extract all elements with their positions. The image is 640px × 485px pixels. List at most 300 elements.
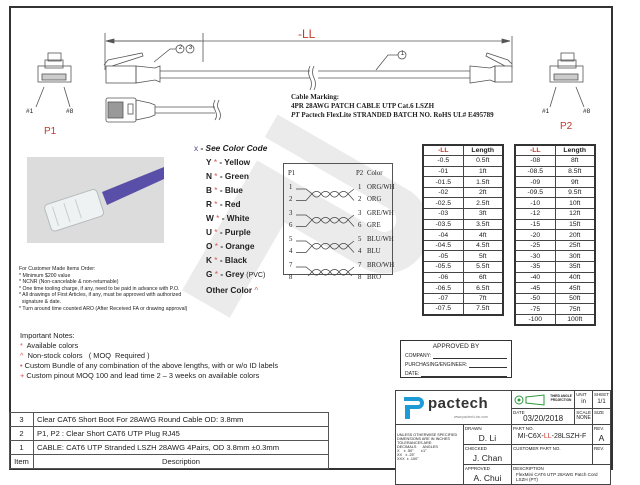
customer-order-notes [19,266,187,312]
wiring-p2-pin: 1 [358,184,362,191]
ll-code: -06.5 [423,283,463,294]
logo-cell [396,391,512,425]
length-row [423,166,503,177]
length-value: 6ft [463,272,503,283]
website: www.pactech-inc.com [454,415,488,419]
scale-label: SCALE [576,410,591,415]
other-color [194,283,267,297]
length-row [515,230,595,241]
color-name: - Orange [220,241,255,251]
length-value: 50ft [555,293,595,304]
color-code-item [206,155,267,169]
length-row [515,304,595,315]
length-value: 7.5ft [463,304,503,315]
color-code-item [206,197,267,211]
rev-label: REV. [593,426,605,431]
length-value: 9.5ft [555,187,595,198]
wiring-p1-pin: 4 [289,247,293,255]
color-code-item [206,239,267,253]
wiring-color-label: Color [367,170,383,177]
customer-note: signature & date. [19,298,62,305]
ll-code: -01.5 [423,177,463,188]
bom-description-header: Description [34,455,329,469]
customer-part-cell [512,445,593,465]
ll-code: -09 [515,177,555,188]
sheet-value: 1/1 [597,399,606,405]
note-text: Non-stock colors ( MOQ Required ) [23,351,150,360]
ll-code: -06 [423,272,463,283]
ll-code: -01 [423,166,463,177]
note-text: Custom Bundle of any combination of the above lengths, with or w/o ID labels [22,361,279,370]
wiring-color: BLU/WH [367,236,394,243]
pactech-logo-icon [402,394,424,420]
length-value: 15ft [555,219,595,230]
customer-note: * NCNR (Non-cancelable & non-returnable) [19,279,119,286]
wiring-p2-pin: 4 [358,247,362,255]
tolerance-line: TOLERANCES ARE: [397,441,433,445]
unit-label: UNIT [576,392,587,397]
cable-assembly-drawing [0,0,640,145]
part-no-length-code: LL [543,433,552,440]
rev-value: A [598,433,605,443]
bom-row [10,441,329,455]
twisted-wire [296,217,354,226]
length-value: 30ft [555,251,595,262]
approved-cell [463,465,511,485]
scale-cell [575,409,593,425]
star-mark: * [212,255,220,265]
balloon-2: 2 [178,45,183,51]
color-code-item [206,211,267,225]
wiring-p2-pin: 5 [358,236,362,243]
ll-code: -10 [515,198,555,209]
length-row [423,230,503,241]
p2-front-view [550,53,584,107]
caret-mark: ^ [254,285,259,295]
length-value: 40ft [555,272,595,283]
wiring-p2-pin: 3 [358,210,362,217]
rev2-label: REV. [593,446,605,451]
tolerance-line: X ± .50" ±1° [397,449,427,453]
wiring-color: ORG [367,195,382,203]
wiring-p2-pin: 2 [358,195,362,203]
length-table-right [514,144,596,326]
wiring-p1-pin: 1 [289,184,293,191]
ll-code: -75 [515,304,555,315]
color-name: - Red [219,199,241,209]
important-note [20,371,278,381]
length-row [515,219,595,230]
company-field[interactable] [433,354,507,359]
length-row [423,187,503,198]
ll-code: -04 [423,230,463,241]
part-no-cell [512,425,593,445]
bom-description: Clear CAT6 Short Boot For 28AWG Round Cable OD: 3.8mm [34,413,329,427]
tolerance-line: XXX ± .100" [397,457,419,461]
length-table-header [515,145,595,156]
color-code-letter: Y [206,157,212,167]
cable-marking-line2-text: Pactech FlexLite STRANDED BATCH NO. RoHS UL# E495789 [299,111,494,119]
color-name: - White [221,213,250,223]
ll-code: -45 [515,283,555,294]
p1-pin8-label: #8 [66,108,74,115]
color-code-letter: O [206,241,213,251]
length-row [515,177,595,188]
length-header: Length [555,145,595,156]
color-name: - Black [219,255,248,265]
color-code-header: - See Color Code [198,143,268,153]
part-no-prefix: MI-C6X- [517,433,544,440]
note-text: Available colors [22,341,79,350]
scale-value: NONE [576,415,591,421]
twisted-wire [296,267,354,275]
length-value: 5ft [463,251,503,262]
color-code-letter: N [206,171,212,181]
length-row [515,315,595,326]
checked-value: J. Chan [472,453,503,463]
length-row [515,293,595,304]
ll-code: -08 [515,156,555,167]
length-dimension-label: -LL [298,27,316,41]
cable-marking-line2 [291,111,494,120]
ll-code: -05 [423,251,463,262]
length-row [423,209,503,220]
cable-photo [27,157,164,243]
length-row [423,219,503,230]
note-text: Custom pinout MOQ 100 and lead time 2 – 3 weeks on available colors [24,371,260,380]
cable-marking-line1: 4PR 28AWG PATCH CABLE UTP Cat.6 LSZH [291,102,435,110]
length-value: 8.5ft [555,166,595,177]
customer-note: * Minimum $200 value [19,272,71,279]
third-angle-projection-icon [514,394,546,406]
star-mark: * [211,157,220,167]
twisted-wire [296,241,354,249]
important-notes-title: Important Notes: [20,331,75,340]
rev-cell [592,425,610,445]
important-note [20,351,278,361]
length-row [423,304,503,315]
p1-pin1-label: #1 [26,108,34,115]
length-value: 100ft [555,315,595,326]
bill-of-materials [9,412,329,469]
ll-code: -09.5 [515,187,555,198]
note-mark: * [20,341,23,350]
color-code-letter: U [206,227,212,237]
rev2-cell [592,445,610,465]
size-label: SIZE [593,410,604,415]
ll-code: -03 [423,209,463,220]
ll-code: -02 [423,187,463,198]
tolerance-cell [396,425,464,485]
color-name: - Grey [220,269,245,279]
length-value: 4ft [463,230,503,241]
length-row [515,166,595,177]
length-row [515,283,595,294]
length-value: 12ft [555,209,595,220]
customer-part-label: CUSTOMER PART NO. [513,446,561,451]
important-notes [20,331,278,381]
tolerance-line: UNLESS OTHERWISE SPECIFIED [397,433,458,437]
length-value: 7ft [463,293,503,304]
length-row [423,283,503,294]
date-label: DATE: [405,371,420,377]
pt-prefix: PT [291,111,300,119]
star-mark: * [212,227,220,237]
color-code-letter: K [206,255,212,265]
sheet-label: SHEET [593,392,609,397]
twisted-wire [296,215,354,223]
ll-code: -35 [515,262,555,273]
purchasing-field[interactable] [469,363,507,368]
wiring-p1-pin: 6 [289,221,293,229]
length-row [423,177,503,188]
p1-side-view [104,53,316,90]
length-row [515,198,595,209]
other-color-label: Other Color [206,285,255,295]
note-mark: • [20,361,23,370]
length-row [423,293,503,304]
wiring-p2-pin: 7 [358,262,362,269]
color-code-letter: B [206,185,212,195]
tolerance-line: XX ± .25" [397,453,415,457]
color-code-list [194,141,267,297]
twisted-wire [296,191,354,200]
ll-code: -20 [515,230,555,241]
p1-top-view [106,98,221,122]
part-no-label: PART NO. [513,426,534,431]
color-code-letter: R [206,199,212,209]
approved-by-title: APPROVED BY [432,343,480,350]
length-row [423,262,503,273]
unit-cell [575,391,593,409]
ll-code: -40 [515,272,555,283]
ll-code: -15 [515,219,555,230]
title-block [395,390,611,485]
color-code-item [206,267,267,283]
twisted-wire [296,243,354,252]
note-mark: ^ [20,351,24,360]
star-mark: * [212,171,220,181]
length-value: 10ft [555,198,595,209]
approved-label: APPROVED [464,466,490,471]
length-value: 2ft [463,187,503,198]
wiring-diagram [283,163,395,281]
twisted-pairs [284,164,394,276]
customer-note: * All drawings of First Articles, if any, must be approved with authorized [19,292,182,299]
ll-code: -07 [423,293,463,304]
twisted-wire [296,189,354,197]
wiring-p2-label: P2 [356,170,364,177]
date-label: DATE [513,410,525,415]
length-row [423,240,503,251]
color-name: - Green [219,171,249,181]
ll-code: -08.5 [515,166,555,177]
part-no-suffix: -28LSZH-F [551,433,587,440]
x-marker: x [194,143,199,153]
length-value: 1ft [463,166,503,177]
color-name: - Yellow [219,157,251,167]
wiring-p1-pin: 5 [289,236,293,243]
ll-code: -50 [515,293,555,304]
length-value: 45ft [555,283,595,294]
length-row [515,156,595,167]
star-mark: * [212,199,220,209]
drawn-value: D. Li [478,433,497,443]
bom-description: CABLE: CAT6 UTP Stranded LSZH 28AWG 4Pairs, OD 3.8mm ±0.3mm [34,441,329,455]
length-row [515,272,595,283]
description-cell [512,465,611,485]
ll-code: -02.5 [423,198,463,209]
wiring-color: BRO/WH [367,262,395,269]
p2-pin8-label: #8 [583,108,591,115]
date-field[interactable] [421,372,507,377]
color-suffix: (PVC) [244,272,266,279]
wiring-p1-pin: 7 [289,262,293,269]
wiring-color: BLU [367,247,381,255]
wiring-p1-label: P1 [288,170,296,177]
star-mark: * [212,269,221,279]
length-value: 25ft [555,240,595,251]
length-table-header [423,145,503,156]
ll-code: -05.5 [423,262,463,273]
ll-code: -07.5 [423,304,463,315]
ll-code: -30 [515,251,555,262]
important-note [20,341,278,351]
wiring-p2-pin: 8 [358,273,362,281]
checked-cell [463,445,511,465]
balloon-3: 3 [188,45,193,51]
ll-code: -25 [515,240,555,251]
customer-note: * One time tooling charge, if any, need to be paid in advance with P.O. [19,285,180,292]
color-name: - Blue [219,185,243,195]
drawn-label: DRAWN [464,426,482,431]
drawn-cell [463,425,511,445]
bom-description: P1, P2 : Clear Short CAT6 UTP Plug RJ45 [34,427,329,441]
bom-item: 2 [10,427,34,441]
length-value: 20ft [555,230,595,241]
date-cell [512,409,575,425]
length-table-left [422,144,504,316]
description-value: FlexMini CAT6 UTP 28AWG Patch Cord LSZH (PT) [516,472,598,482]
sheet-cell [592,391,610,409]
p1-front-view [36,53,71,107]
length-row [423,198,503,209]
purchasing-label: PURCHASING/ENGINEER: [405,362,468,368]
size-cell [592,409,610,425]
cable-marking [291,93,494,120]
wiring-color: BRO [367,273,381,281]
approved-value: A. Chui [473,473,502,483]
length-row [423,156,503,167]
color-code-item [206,225,267,239]
wiring-color: GRE/WH [367,210,394,217]
length-row [515,187,595,198]
p1-label: P1 [44,126,57,137]
bom-row [10,427,329,441]
length-value: 1.5ft [463,177,503,188]
length-value: 4.5ft [463,240,503,251]
length-value: 5.5ft [463,262,503,273]
color-code-item [206,183,267,197]
star-mark: * [212,241,221,251]
length-value: 6.5ft [463,283,503,294]
wiring-color: ORG/WH [367,184,395,191]
ll-code: -03.5 [423,219,463,230]
star-mark: * [212,185,220,195]
color-code-item [206,253,267,267]
projection-label: THIRD ANGLE PROJECTION [550,394,572,402]
wiring-p1-pin: 3 [289,210,293,217]
length-row [515,209,595,220]
length-value: 75ft [555,304,595,315]
length-value: 8ft [555,156,595,167]
bom-item: 1 [10,441,34,455]
length-value: 35ft [555,262,595,273]
tolerance-line: DECIMALS ANGLES [397,445,438,449]
star-mark: * [213,213,222,223]
bom-header [10,455,329,469]
color-code-letter: W [206,213,214,223]
length-row [423,251,503,262]
ll-header: -LL [515,145,555,156]
cable-marking-title: Cable Marking: [291,93,340,101]
length-value: 0.5ft [463,156,503,167]
bom-row [10,413,329,427]
note-mark: + [20,371,25,380]
ll-code: -0.5 [423,156,463,167]
length-row [515,262,595,273]
unit-value: in [581,399,586,405]
date-value: 03/20/2018 [523,414,564,423]
length-row [423,272,503,283]
ll-header: -LL [423,145,463,156]
tolerance-line: DIMENSIONS ARE IN INCHES [397,437,450,441]
approval-box [400,340,512,378]
wiring-color: GRE [367,221,381,229]
checked-label: CHECKED [464,446,487,451]
customer-note: * Turn around time counted ARO (After Received FA or drawing approval) [19,305,188,312]
projection-cell [512,391,575,409]
p2-side-view [318,53,512,83]
balloon-1: 1 [400,51,405,57]
wiring-p1-pin: 8 [289,273,293,281]
important-note [20,361,278,371]
p2-pin1-label: #1 [542,108,550,115]
company-label: COMPANY: [405,353,432,359]
p2-label: P2 [560,121,573,132]
length-row [515,240,595,251]
ll-code: -04.5 [423,240,463,251]
length-row [515,251,595,262]
wiring-p2-pin: 6 [358,221,362,229]
length-value: 2.5ft [463,198,503,209]
bom-item-header: Item [10,455,34,469]
bom-item: 3 [10,413,34,427]
color-code-letter: G [206,269,213,279]
pactech-logo-text: pactech [428,395,489,412]
description-label: DESCRIPTION [513,466,544,471]
length-value: 9ft [555,177,595,188]
length-header: Length [463,145,503,156]
length-value: 3.5ft [463,219,503,230]
ll-code: -12 [515,209,555,220]
color-code-item [206,169,267,183]
length-value: 3ft [463,209,503,220]
color-name: - Purple [219,227,251,237]
wiring-p1-pin: 2 [289,195,293,203]
customer-note: For Customer Made Items Order: [19,266,96,272]
ll-code: -100 [515,315,555,326]
